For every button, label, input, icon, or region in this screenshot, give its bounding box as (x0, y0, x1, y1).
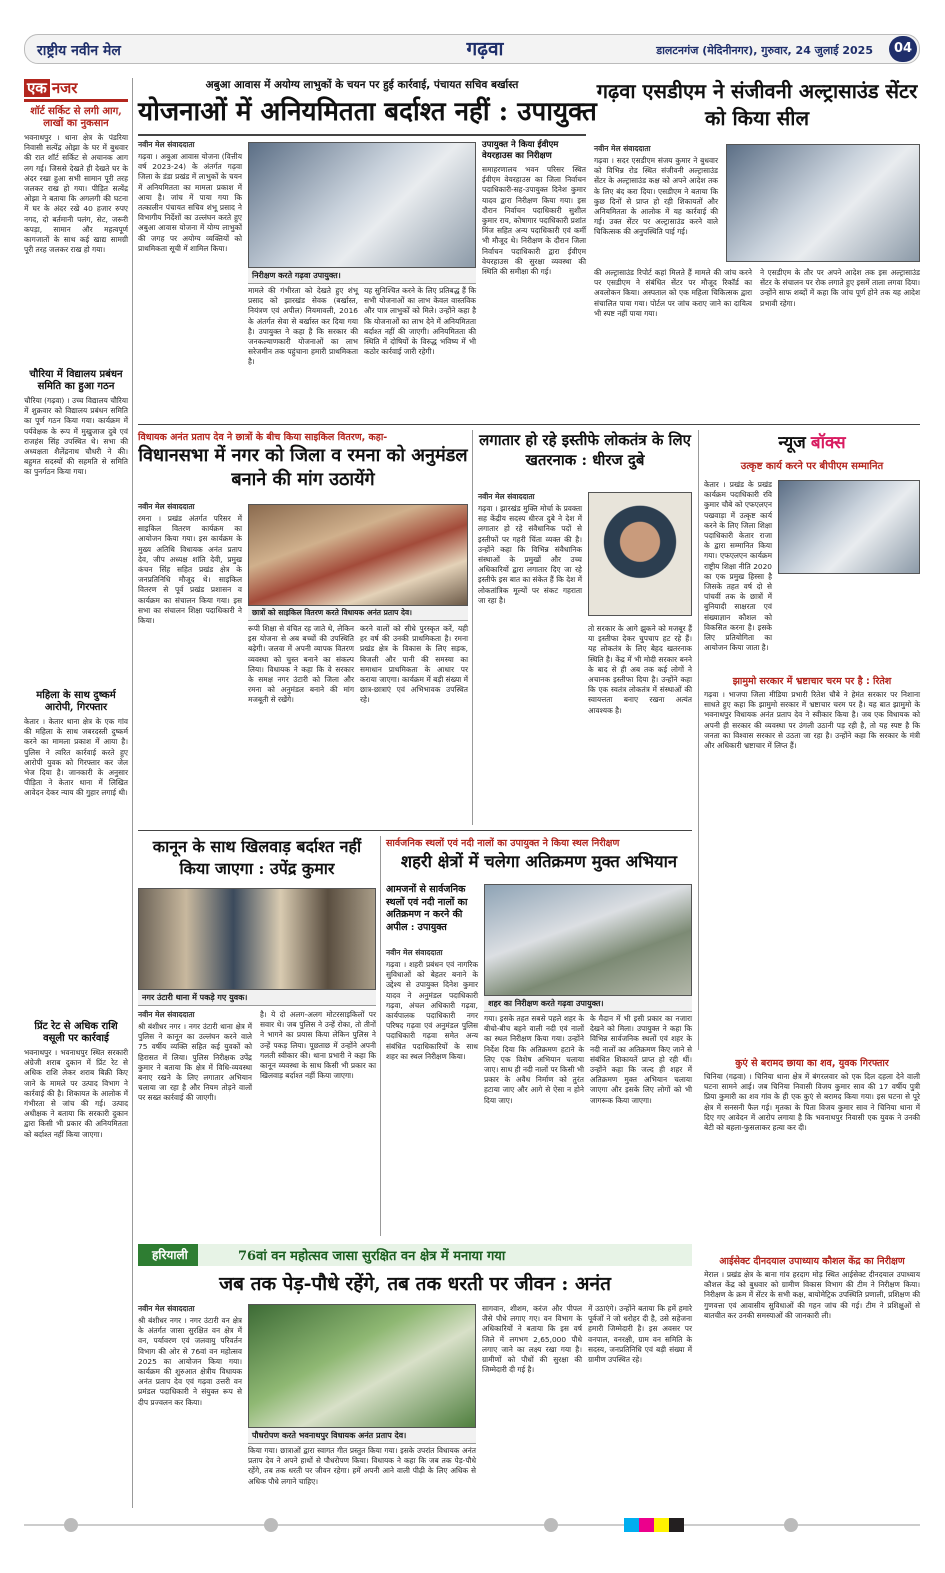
story-body-2: किया गया। छात्राओं द्वारा स्वागत गीत प्रस्तुत किया गया। इसके उपरांत विधायक अनंत प्रताप देव ने अपने हाथों से पौधरोपण किया। विधायक ने कहा कि जब तक पेड़-पौधे रहेंगे, तब तक धरती पर जीवन रहेगा। हमें अपनी आने वाली पीढ़ी के लिए अधिक से अधिक पौधे लगाने चाहिए। (248, 1446, 476, 1486)
story-headline: शहरी क्षेत्रों में चलेगा अतिक्रमण मुक्त अभियान (400, 852, 678, 871)
section-title: गढ़वा (466, 38, 504, 60)
ek-nazar-headline-4: प्रिंट रेट से अधिक राशि वसूली पर कार्रवाई (34, 1021, 118, 1044)
story-cycle (138, 430, 468, 825)
story-kicker: अबुआ आवास में अयोग्य लाभुकों के चयन पर हुई कार्रवाई, पंचायत सचिव बर्खास्त (205, 79, 519, 91)
story-dhiraj (478, 430, 692, 825)
story-photo (248, 504, 468, 606)
story-upendra (138, 836, 376, 1236)
story-photo (248, 142, 476, 268)
story-body-4: में उठाएंगे। उन्होंने बताया कि हमें हमारे पूर्वजों ने जो धरोहर दी है, उसे सहेजना हमारी जिम्मेदारी है। इस अवसर पर वनपाल, वनरक्षी, ग्राम वन समिति के सदस्य, जनप्रतिनिधि एवं बड़ी संख्या में ग्रामीण उपस्थित रहे। (588, 1304, 692, 1365)
story-body-3: करने वालों को सीधे पुरस्कृत करें, यही हर वर्ष की उनकी प्राथमिकता है। रमना प्रखंड क्षेत्र के विकास के लिए सड़क, बिजली और पानी की समस्या का समाधान प्राथमिकता के आधार पर कराया जाएगा। कार्यक्रम में बड़ी संख्या में छात्र-छात्राएं एवं अभिभावक उपस्थित रहे। (360, 624, 468, 705)
story-headline: योजनाओं में अनियमितता बर्दाश्त नहीं : उपायुक्त (138, 97, 597, 127)
swatch-black (669, 1518, 684, 1532)
registration-mark (264, 1518, 278, 1532)
news-box-body-3: चिनिया (गढ़वा) । चिनिया थाना क्षेत्र में बंगरलवार को एक दिल दहला देने वाली घटना सामने आई। जब चिनिया निवासी विजय कुमार साव की 17 वर्षीय पुत्री प्रिया कुमारी का शव गांव के ही एक कुएं से बरामद किया गया। इस घटना से पूरे क्षेत्र में सनसनी फैल गई। मृतका के पिता विजय कुमार साव ने चिनिया थाना में दिए गए आवेदन में आरोप लगाया है कि भवनाथपुर निवासी एक युवक ने उनकी बेटी को बहला-फुसलाकर हत्या कर दी। (704, 1072, 920, 1133)
masthead (24, 34, 920, 64)
story-tag: हरियाली (142, 1244, 198, 1266)
story-body-2: की अल्ट्रासाउंड रिपोर्ट कहां मिलते हैं मामले की जांच करने पर एसडीएम ने संबंधित सेंटर पर मौजूद रिकॉर्ड का अवलोकन किया। अस्पताल को एक महिला चिकित्सक द्वारा संचालित पाया गया। पोर्टल पर जांच कराए जाने का दायित्व भी स्पष्ट नहीं पाया गया। (594, 268, 752, 318)
story-yojana (138, 78, 597, 418)
news-box-headline-3: कुएं से बरामद छाया का शव, युवक गिरफ्तार (735, 1058, 889, 1069)
ek-nazar-column (24, 78, 128, 1508)
footer-strip (24, 1518, 920, 1532)
story-byline: नवीन मेल संवाददाता (138, 1010, 195, 1019)
story-body-2: गया। इसके तहत सबसे पहले शहर के बीचो-बीच बहने वाली नदी एवं नालों का स्थल निरीक्षण किया गया। उन्होंने निर्देश दिया कि अतिक्रमण हटाने के लिए एक विशेष अभियान चलाया जाए। साथ ही नदी नालों पर किसी भी प्रकार के अवैध निर्माण को तुरंत हटाया जाए और आगे से ऐसा न होने दिया जाए। (484, 1014, 584, 1105)
section-banner (385, 35, 585, 63)
news-box-lower (704, 1056, 920, 1508)
story-body-2: रूपी शिक्षा से वंचित रह जाते थे, लेकिन इस योजना से अब बच्चों की उपस्थिति बढ़ेगी। जलवा में अपनी व्यापक वितरण व्यवस्था को चुस्त बनाने का संकल्प लिया। विधायक ने कहा कि वे सरकार के समक्ष नगर उंटारी को जिला और रमना को अनुमंडल बनाने की मांग मजबूती से रखेंगे। (248, 624, 354, 705)
story-photo (588, 492, 692, 616)
ek-nazar-headline-1: शॉर्ट सर्किट से लगी आग, लाखों का नुकसान (30, 106, 122, 129)
story-body-4: समाहरणालय भवन परिसर स्थित ईवीएम वेयरहाउस का जिला निर्वाचन पदाधिकारी-सह-उपायुक्त दिनेश कुमार यादव द्वारा निरीक्षण किया गया। इस दौरान निर्वाचन पदाधिकारी सुशील कुमार राय, कोषागार पदाधिकारी प्रशांत मिंज सहित अन्य पदाधिकारी एवं कर्मी भी मौजूद थे। निरीक्षण के दौरान जिला निर्वाचन पदाधिकारी द्वारा ईवीएम वेयरहाउस की सुरक्षा व्यवस्था की स्थिति की समीक्षा की गई। (482, 165, 586, 277)
pull-quote-text: आमजनों से सार्वजनिक स्थलों एवं नदी नालों का अतिक्रमण न करने की अपील : उपायुक्त (386, 884, 468, 933)
story-photo (484, 884, 692, 996)
story-subhead: उपायुक्त ने किया ईवीएम वेयरहाउस का निरीक्षण (482, 140, 559, 161)
story-headline: गढ़वा एसडीएम ने संजीवनी अल्ट्रासाउंड सेंटर को किया सील (596, 79, 918, 130)
story-byline: नवीन मेल संवाददाता (138, 140, 195, 149)
story-photo (248, 1304, 476, 1428)
news-box-label (704, 430, 920, 456)
story-headline: विधानसभा में नगर को जिला व रमना को अनुमंडल बनाने की मांग उठायेंगे (138, 445, 468, 490)
story-body-3: सागवान, शीशम, करंज और पीपल जैसे पौधे लगाए गए। वन विभाग के अधिकारियों ने बताया कि इस वर्ष जिले में लगभग 2,65,000 पौधे लगाए जाने का लक्ष्य रखा गया है। ग्रामीणों को पौधों की सुरक्षा की जिम्मेदारी दी गई है। (482, 1304, 582, 1375)
news-box-body-2: गढ़वा । भाजपा जिला मीडिया प्रभारी रितेश चौबे ने हेमंत सरकार पर निशाना साधते हुए कहा कि झामुमो सरकार में भ्रष्टाचार चरम पर है। यह बात झामुमो के भवनाथपुर विधायक अनंत प्रताप देव ने स्वीकार किया है। जब एक विधायक को अपनी ही सरकार की व्यवस्था पर उंगली उठानी पड़ रही है, तो यह स्पष्ट है कि जनता का विश्वास सरकार से उठता जा रहा है। उन्होंने कहा कि सरकार के मंत्री और अधिकारी भ्रष्टाचार में लिप्त हैं। (704, 690, 920, 751)
story-kicker: 76वां वन महोत्सव जासा सुरक्षित वन क्षेत्र में मनाया गया (238, 1249, 506, 1264)
story-body-1: श्री बंशीधर नगर । नगर उंटारी थाना क्षेत्र में पुलिस ने कानून का उल्लंघन करने वाले 75 वर्षीय व्यक्ति सहित कई युवकों को हिरासत में लिया। पुलिस निरीक्षक उपेंद्र कुमार ने बताया कि क्षेत्र में विधि-व्यवस्था बनाए रखने के लिए लगातार अभियान चलाया जा रहा है और नियम तोड़ने वालों पर सख्त कार्रवाई की जाएगी। (138, 1022, 252, 1103)
color-bar (624, 1518, 684, 1532)
story-body-1: श्री बंशीधर नगर । नगर उंटारी वन क्षेत्र के अंतर्गत जासा सुरक्षित वन क्षेत्र में वन, पर्यावरण एवं जलवायु परिवर्तन विभाग की ओर से 76वां वन महोत्सव 2025 का आयोजन किया गया। कार्यक्रम की शुरुआत क्षेत्रीय विधायक अनंत प्रताप देव एवं गढ़वा उत्तरी वन प्रमंडल पदाधिकारी ने संयुक्त रूप से दीप प्रज्वलन कर किया। (138, 1316, 242, 1407)
news-box-label-b: बॉक्स (810, 433, 846, 453)
story-body-1: गढ़वा । झारखंड मुक्ति मोर्चा के प्रवक्ता सह केंद्रीय सदस्य धीरज दुबे ने देश में लगातार हो रहे संवैधानिक पदों से इस्तीफों पर गहरी चिंता व्यक्त की है। उन्होंने कहा कि विभिन्न संवैधानिक संस्थाओं के प्रमुखों और उच्च अधिकारियों द्वारा लगातार दिए जा रहे इस्तीफे इस बात का संकेत हैं कि देश में लोकतांत्रिक मूल्यों पर संकट गहराता जा रहा है। (478, 504, 582, 605)
news-box-headline-4: आईसेक्ट दीनदयाल उपाध्याय कौशल केंद्र का निरीक्षण (719, 1256, 905, 1267)
column-divider (472, 430, 473, 825)
section-rule (138, 830, 692, 831)
ek-nazar-body-1: भवनाथपुर । थाना क्षेत्र के पंडरिया निवासी सत्येंद्र ओझा के घर में बुधवार की रात शॉर्ट सर्किट से अचानक आग लग गई। जिससे देखते ही देखते घर के अंदर रखा हुआ सभी सामान पूरी तरह जलकर राख हो गया। पीड़ित सत्येंद्र ओझा ने बताया कि अगलगी की घटना में घर के अंदर रखे 40 हजार रुपए नगद, दो बर्तमानी पलंग, सेट, जरूरी कपड़ा, सामान और महत्वपूर्ण कागजातों के साथ कई खाद्य सामग्री पूरी तरह जलकर राख हो गया। (24, 133, 128, 255)
story-body-1: गढ़वा । सदर एसडीएम संजय कुमार ने बुधवार को विभिन्न रोड स्थित संजीवनी अल्ट्रासाउंड सेंटर के अल्ट्रासाउंड कक्ष को अपने आदेश तक के लिए बंद करा दिया। एसडीएम ने बताया कि कुछ दिनों से प्राप्त हो रही शिकायतों और अनियमितता के आलोक में यह कार्रवाई की गई। उक्त सेंटर पर अल्ट्रासाउंड करने वाले चिकित्सक की अनुपस्थिति पाई गई। (594, 156, 718, 237)
photo-caption: नगर उंटारी थाना में पकड़े गए युवक। (138, 990, 376, 1006)
story-body-3: यह सुनिश्चित करने के लिए प्रतिबद्ध हैं कि सभी योजनाओं का लाभ केवल वास्तविक और पात्र लाभुकों को मिले। उन्होंने कहा है कि योजनाओं का लाभ देने में अनियमितता बर्दाश्त नहीं की जाएगी। अनियमितता की स्थिति में दोषियों के विरुद्ध भविष्य में भी कठोर कार्रवाई जारी रहेगी। (364, 286, 476, 357)
section-rule (138, 424, 920, 425)
story-byline: नवीन मेल संवाददाता (138, 502, 195, 511)
ek-nazar-label (24, 78, 128, 102)
story-body-1: गढ़वा । शहरी प्रबंधन एवं नागरिक सुविधाओं को बेहतर बनाने के उद्देश्य से उपायुक्त दिनेश कुमार यादव ने अनुमंडल पदाधिकारी गढ़वा, अंचल अधिकारी गढ़वा, कार्यपालक पदाधिकारी नगर परिषद गढ़वा एवं अनुमंडल पुलिस पदाधिकारी गढ़वा समेत अन्य संबंधित पदाधिकारियों के साथ शहर का स्थल निरीक्षण किया। (386, 960, 478, 1061)
story-body-2: है। ये दो अलग-अलग मोटरसाइकिलों पर सवार थे। जब पुलिस ने उन्हें रोका, तो तीनों ने भागने का प्रयास किया लेकिन पुलिस ने उन्हें पकड़ लिया। पूछताछ में उन्होंने अपनी गलती स्वीकार की। थाना प्रभारी ने कहा कि कानून व्यवस्था के साथ किसी भी प्रकार का खिलवाड़ बर्दाश्त नहीं किया जाएगा। (260, 1010, 376, 1081)
story-headline: लगातार हो रहे इस्तीफे लोकतंत्र के लिए खतरनाक : धीरज दुबे (479, 431, 691, 469)
column-divider (698, 430, 699, 1050)
story-column-1 (594, 144, 718, 262)
column-divider (132, 78, 133, 1508)
news-box (704, 430, 920, 1050)
ek-nazar-headline-3: महिला के साथ दुष्कर्म आरोपी, गिरफ्तार (36, 690, 116, 713)
green-band (138, 1244, 692, 1266)
ek-nazar-body-2: चौरिया (गढ़वा) । उच्च विद्यालय चौरिया में शुक्रवार को विद्यालय प्रबंधन समिति का पूर्ण गठन किया गया। कार्यक्रम में पर्यवेक्षक के रूप में मुखुजाज दुबे एवं राजहंस सिंह उपस्थित थे। सभा की अध्यक्षता शैलेंद्रनाथ चौधरी ने की। बहुमत सदस्यों की सहमति से समिति का पुनर्गठन किया गया। (24, 396, 128, 477)
column-divider (380, 836, 381, 1236)
ek-nazar-label-a: एक (24, 79, 50, 97)
page-number: 04 (889, 36, 917, 62)
photo-caption: छात्रों को साइकिल वितरण करते विधायक अनंत प्रताप देव। (248, 606, 468, 621)
story-body-1: गढ़वा । अबुआ आवास योजना (वित्तीय वर्ष 2023-24) के अंतर्गत गढ़वा जिला के डंडा प्रखंड में लाभुकों के चयन में अनियमितता का मामला प्रकाश में आया है। जांच में पाया गया कि तत्कालीन पंचायत सचिव शंभू प्रसाद ने विभागीय निर्देशों का उल्लंघन करते हुए अबुआ आवास योजना में योग्य लाभुकों की जगह पर अयोग्य व्यक्तियों को प्राथमिकता सूची में शामिल किया। (138, 152, 242, 253)
ek-nazar-headline-2: चौरिया में विद्यालय प्रबंधन समिति का हुआ गठन (29, 369, 123, 392)
story-byline: नवीन मेल संवाददाता (386, 948, 443, 957)
news-box-photo (778, 480, 920, 574)
ek-nazar-label-b: नजर (51, 79, 78, 97)
headline-rule (138, 134, 586, 136)
paper-name: राष्ट्रीय नवीन मेल (37, 43, 121, 59)
news-box-body-1: केतार । प्रखंड के प्रखंड कार्यक्रम पदाधिकारी रवि कुमार चौबे को एफएलएन पखवाड़ा में उत्कृष्ट कार्य करने के लिए जिला शिक्षा पदाधिकारी केतार राजा के द्वारा सम्मानित किया गया। एफएलएन कार्यक्रम राष्ट्रीय शिक्षा नीति 2020 का एक प्रमुख हिस्सा है जिसके तहत वर्ष दो से पांचवीं तक के छात्रों में बुनियादी साक्षरता एवं संख्याज्ञान कौशल को विकसित करना है। इसके लिए प्रतियोगिता का आयोजन किया जाता है। (704, 480, 772, 653)
photo-caption: पौधरोपण करते भवनाथपुर विधायक अनंत प्रताप देव। (248, 1428, 476, 1444)
registration-mark (64, 1518, 78, 1532)
photo-caption: शहर का निरीक्षण करते गढ़वा उपायुक्त। (484, 996, 692, 1012)
news-box-body-4: मेराल । प्रखंड क्षेत्र के बाना गांव हरदाग मोड़ स्थित आईसेक्ट दीनदयाल उपाध्याय कौशल केंद्र को बुधवार को ग्रामीण विकास विभाग की टीम ने निरीक्षण किया। निरीक्षण के क्रम में सेंटर के सभी कक्ष, बायोमेट्रिक उपस्थिति प्रणाली, प्रशिक्षण की गुणवत्ता एवं आवासीय सुविधाओं की गहन जांच की गई। टीम ने प्रशिक्षुओं से बातचीत कर उनकी समस्याओं की जानकारी ली। (704, 1270, 920, 1320)
story-van (138, 1244, 698, 1508)
story-encroach (386, 836, 692, 1236)
story-kicker: विधायक अनंत प्रताप देव ने छात्रों के बीच किया साइकिल वितरण, कहा- (138, 432, 388, 443)
story-photo (138, 888, 376, 990)
news-box-label-a: न्यूज (778, 433, 806, 453)
story-photo (726, 144, 920, 262)
story-column-1 (138, 502, 242, 814)
story-body-3: ने एसडीएम के तौर पर अपने आदेश तक इस अल्ट्रासाउंड सेंटर के संचालन पर रोक लगाते हुए इसमें ताला लगवा दिया। उन्होंने साफ शब्दों में कहा कि जांच पूर्ण होने तक यह आदेश प्रभावी रहेगा। (760, 268, 920, 308)
story-byline: नवीन मेल संवाददाता (138, 1304, 195, 1313)
swatch-cyan (624, 1518, 639, 1532)
story-byline: नवीन मेल संवाददाता (478, 492, 535, 501)
story-body-1: रमना । प्रखंड अंतर्गत परिसर में साइकिल वितरण कार्यक्रम का आयोजन किया गया। इस कार्यक्रम के मुख्य अतिथि विधायक अनंत प्रताप देव, जीप अध्यक्ष शांति देवी, प्रमुख कंचन सिंह सहित प्रखंड क्षेत्र के जनप्रतिनिधि मौजूद थे। साइकिल वितरण से पूर्व प्रखंड प्रशासन व कार्यक्रम का संचालन किया गया। इस सभा का संचालन शिक्षा पदाधिकारी ने किया। (138, 514, 242, 626)
story-byline: नवीन मेल संवाददाता (594, 144, 651, 153)
story-column-1 (386, 948, 478, 1232)
registration-mark (784, 1518, 798, 1532)
story-headline: कानून के साथ खिलवाड़ बर्दाश्त नहीं किया जाएगा : उपेंद्र कुमार (152, 837, 362, 878)
story-column-4 (482, 140, 586, 401)
registration-mark (544, 1518, 558, 1532)
story-sdm (594, 78, 920, 418)
story-body-2: तो सरकार के आगे झुकने को मजबूर हैं या इस्तीफा देकर चुपचाप हट रहे हैं। यह लोकतंत्र के लिए बेहद खतरनाक स्थिति है। केंद्र में भी मोदी सरकार बनने के बाद से ही अब तक कई लोगों ने अचानक इस्तीफा दिया है। उन्होंने कहा कि एक स्वतंत्र लोकतंत्र में संस्थाओं की स्वायत्तता बनाए रखना अत्यंत आवश्यक है। (588, 624, 692, 715)
story-body-3: के मैदान में भी इसी प्रकार का नजारा देखने को मिला। उपायुक्त ने कहा कि विभिन्न सार्वजनिक स्थलों एवं शहर के नदी नालों का अतिक्रमण किए जाने से संबंधित शिकायतें प्राप्त हो रही थीं। उन्होंने कहा कि जल्द ही शहर में अतिक्रमण मुक्त अभियान चलाया जाएगा और इसके लिए लोगों को भी जागरूक किया जाएगा। (590, 1014, 692, 1105)
dateline: डालटनगंज (मेदिनीनगर), गुरुवार, 24 जुलाई 2025 (656, 44, 873, 57)
swatch-yellow (654, 1518, 669, 1532)
story-column-1 (478, 492, 582, 816)
news-box-headline-2: झामुमो सरकार में भ्रष्टाचार चरम पर है : रितेश (732, 676, 892, 687)
story-headline: जब तक पेड़-पौधे रहेंगे, तब तक धरती पर जीवन : अनंत (219, 1273, 611, 1295)
story-column-1 (138, 1010, 252, 1232)
swatch-magenta (639, 1518, 654, 1532)
ek-nazar-body-3: केतार । केतार थाना क्षेत्र के एक गांव की महिला के साथ जबरदस्ती दुष्कर्म करने का मामला प्रकाश में आया है। पुलिस ने त्वरित कार्रवाई करते हुए आरोपी युवक को गिरफ्तार कर जेल भेज दिया है। जानकारी के अनुसार पीड़िता ने केतार थाना में लिखित आवेदन देकर न्याय की गुहार लगाई थी। (24, 717, 128, 798)
ek-nazar-body-4: भवनाथपुर । भवनाथपुर स्थित सरकारी अंग्रेजी शराब दुकान में प्रिंट रेट से अधिक राशि लेकर शराब बिक्री किए जाने के मामले पर उत्पाद विभाग ने कार्रवाई की है। शिकायत के आलोक में गंभीरता से जांच की गई। उत्पाद अधीक्षक ने बताया कि सरकारी दुकान द्वारा किसी भी प्रकार की अनियमितता को बर्दाश्त नहीं किया जाएगा। (24, 1048, 128, 1139)
news-box-body-1-cont (704, 578, 920, 668)
photo-caption: निरीक्षण करते गढ़वा उपायुक्त। (248, 268, 476, 284)
story-column-1 (138, 1304, 242, 1506)
story-kicker: सार्वजनिक स्थलों एवं नदी नालों का उपायुक्त ने किया स्थल निरीक्षण (386, 838, 620, 849)
story-body-2: मामले की गंभीरता को देखते हुए शंभू प्रसाद को झारखंड सेवक (बर्खास्त, नियंत्रण एवं अपील) नियमावली, 2016 के अंतर्गत सेवा से बर्खास्त कर दिया गया है। उपायुक्त ने कहा है कि सरकार की जनकल्याणकारी योजनाओं का लाभ सरेजमीन तक पहुंचाना हमारी प्राथमिकता है। (248, 286, 358, 367)
pull-quote (386, 884, 478, 934)
news-box-headline-1: उत्कृष्ट कार्य करने पर बीपीएम सम्मानित (740, 461, 884, 472)
story-column-1 (138, 140, 242, 414)
